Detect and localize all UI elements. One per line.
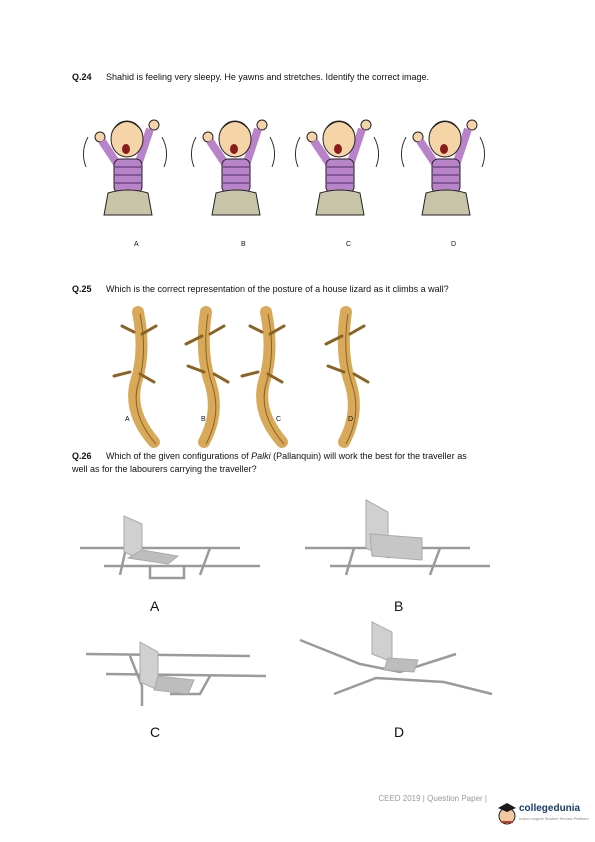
lizard-figure-c — [242, 312, 284, 444]
option-label-b: B — [201, 416, 206, 423]
option-label-b: B — [241, 241, 246, 248]
graduate-icon — [497, 802, 517, 826]
question-text: Which is the correct representation of the posture of a house lizard as it climbs a wall? — [106, 284, 449, 294]
page-footer: CEED 2019 | Question Paper | — [378, 794, 487, 803]
option-label-a: A — [134, 241, 139, 248]
logo-tagline: India's largest Student Review Platform — [519, 816, 589, 821]
option-label-d: D — [348, 416, 354, 423]
lizard-figure-d — [326, 312, 368, 444]
option-label-b: B — [394, 598, 404, 614]
boy-figure-d — [401, 120, 484, 215]
lizard-figure-a — [114, 312, 156, 444]
question-number: Q.24 — [72, 72, 92, 82]
option-label-c: C — [276, 416, 282, 423]
question-number: Q.26 — [72, 451, 92, 461]
option-label-a: A — [150, 598, 160, 614]
question-number: Q.25 — [72, 284, 92, 294]
question-text-end: (Pallanquin) will work the best for the traveller as — [270, 451, 467, 461]
question-text: Shahid is feeling very sleepy. He yawns and stretches. Identify the correct image. — [106, 72, 429, 82]
option-label-d: D — [394, 724, 405, 740]
brand-logo — [497, 800, 587, 832]
palki-figure-d — [300, 622, 492, 694]
palki-figure-c — [86, 642, 266, 706]
boy-figure-b — [191, 120, 274, 215]
logo-name: collegedunia — [519, 803, 581, 814]
lizard-figure-b — [186, 312, 228, 444]
boy-figure-c — [295, 120, 378, 215]
boy-figure-a — [83, 120, 166, 215]
palki-figure-b — [305, 500, 490, 575]
option-label-a: A — [125, 416, 130, 423]
option-label-c: C — [150, 724, 161, 740]
palki-figure-a — [80, 516, 260, 578]
question-26-line2: well as for the labourers carrying the traveller? — [72, 464, 257, 474]
question-text-start: Which of the given configurations of — [106, 451, 252, 461]
question-25 — [72, 283, 449, 296]
question-text-italic: Palki — [251, 451, 271, 461]
question-26 — [72, 450, 467, 463]
option-label-c: C — [346, 241, 352, 248]
option-label-d: D — [451, 241, 457, 248]
